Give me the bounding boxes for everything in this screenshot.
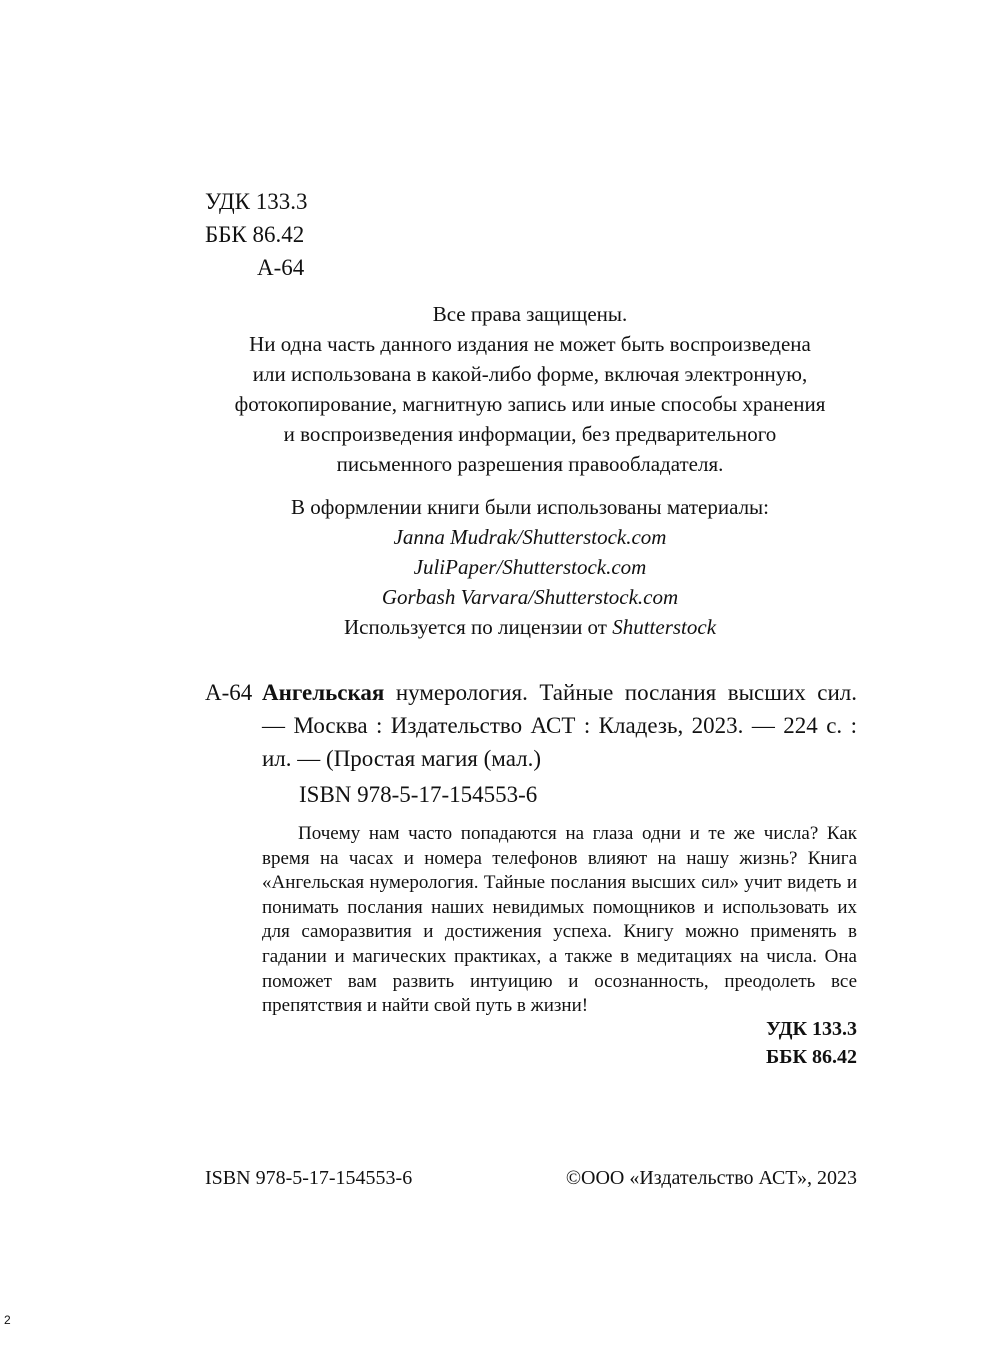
rights-line: Все права защищены. [432, 302, 628, 326]
image-credits [150, 492, 910, 642]
biblio-author-mark: А-64 [205, 680, 253, 705]
classification-codes [205, 185, 308, 284]
annotation: Почему нам часто попадаются на глаза одни и те же числа? Как время на часах и номера телефонов влияют на нашу жизнь? Книга «Ангельская нумерология. Тайные послания высших сил» учит видеть и понимать послания наших невидимых помощников и использовать их для саморазвития и достижения успеха. Книгу можно применять в гадании и магических практиках, а также в медитациях на числа. Она поможет вам развить интуицию и осознанность, преодолеть все препятствия и найти свой путь в жизни! [262, 823, 857, 1017]
credits-intro: В оформлении книги были использованы материалы: [290, 495, 770, 519]
rights-line: Ни одна часть данного издания не может быть воспроизведена [249, 332, 811, 356]
biblio-title-bold: Ангельская [262, 680, 385, 705]
rights-line: фотокопирование, магнитную запись или иные способы хранения [234, 392, 826, 416]
footer-copyright: ©ООО «Издательство АСТ», 2023 [565, 1167, 857, 1189]
page-number: 2 [4, 1313, 11, 1327]
udk-code: УДК 133.3 [205, 189, 308, 214]
bbk-code: ББК 86.42 [205, 222, 305, 247]
footer-isbn: ISBN 978-5-17-154553-6 [205, 1167, 413, 1189]
credit-source: JuliPaper/Shutterstock.com [413, 555, 647, 579]
license-prefix: Используется по лицензии от [343, 615, 613, 639]
rights-line: или использована в какой-либо форме, включая электронную, [252, 362, 808, 386]
credit-source: Gorbash Varvara/Shutterstock.com [381, 585, 679, 609]
biblio-rest: нумерология. Тайные послания высших сил. — Москва : Издательство АСТ : Кладезь, 2023. — 224 с. : ил. — (Простая магия (мал.) [262, 680, 857, 771]
credit-source: Janna Mudrak/Shutterstock.com [393, 525, 667, 549]
udk-code-bold: УДК 133.3 [766, 1018, 857, 1040]
biblio-isbn: ISBN 978-5-17-154553-6 [299, 782, 538, 807]
rights-notice [150, 299, 910, 479]
bibliographic-record [205, 676, 857, 775]
rights-line: письменного разрешения правообладателя. [336, 452, 724, 476]
biblio-description [262, 676, 857, 775]
bbk-code-bold: ББК 86.42 [766, 1046, 857, 1068]
classification-codes-bold [600, 1015, 857, 1071]
author-mark: А-64 [257, 255, 305, 280]
license-line [150, 612, 910, 642]
license-brand: Shutterstock [612, 615, 717, 639]
rights-line: и воспроизведения информации, без предварительного [283, 422, 777, 446]
